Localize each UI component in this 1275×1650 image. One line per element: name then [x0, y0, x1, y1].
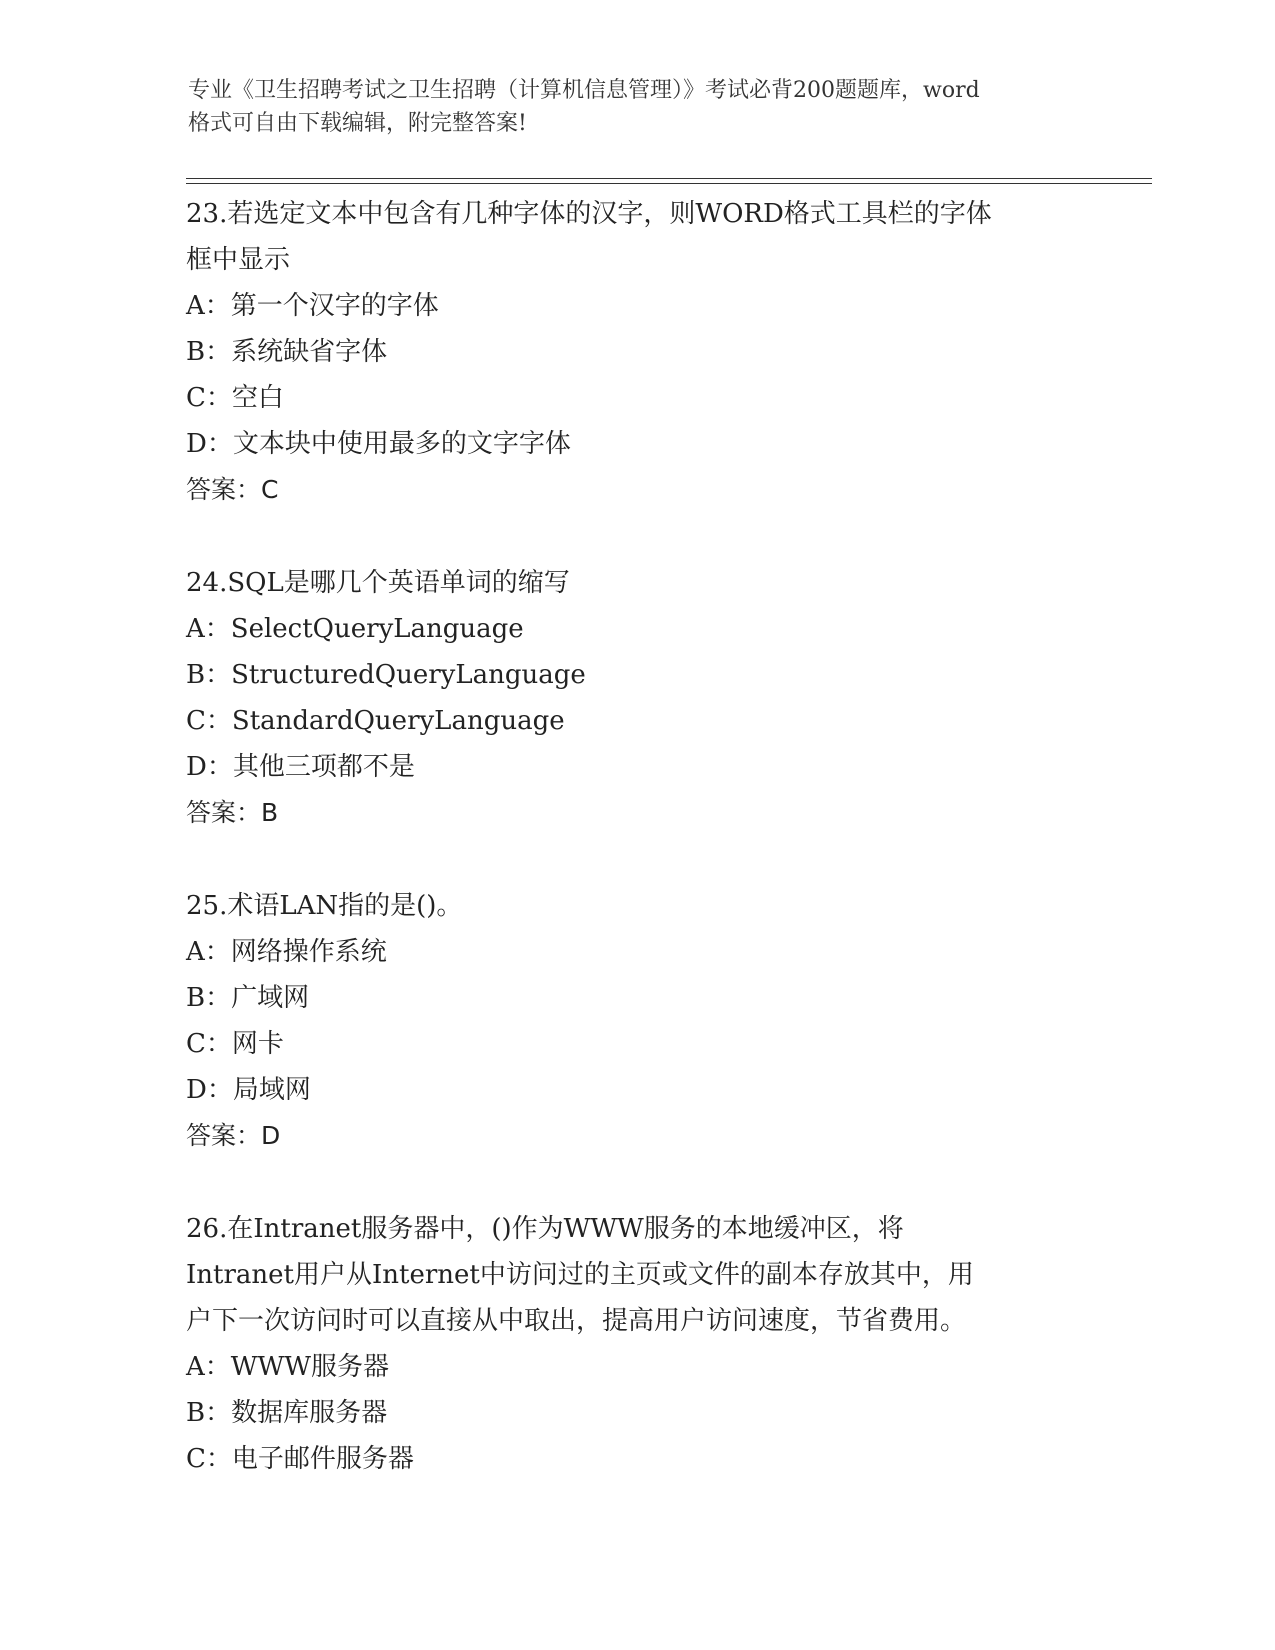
option-b: B：数据库服务器	[186, 1398, 388, 1428]
option-a: A：WWW服务器	[186, 1352, 389, 1382]
question-stem	[186, 560, 1086, 606]
option-d: D：文本块中使用最多的文字字体	[186, 429, 571, 459]
question-stem-line: 框中显示	[186, 245, 291, 275]
question-list	[186, 191, 1086, 1529]
option-a: A：网络操作系统	[186, 937, 387, 967]
option-a: A：第一个汉字的字体	[186, 291, 439, 321]
option-d: D：其他三项都不是	[186, 752, 415, 782]
question-25	[186, 883, 1086, 1159]
option-b: B：广域网	[186, 983, 310, 1013]
header-divider-bottom	[186, 183, 1152, 184]
question-stem-line: 24.SQL是哪几个英语单词的缩写	[186, 568, 570, 598]
question-23	[186, 191, 1086, 513]
header-line-1: 专业《卫生招聘考试之卫生招聘（计算机信息管理）》考试必背200题题库，word	[188, 78, 980, 103]
option-b: B：系统缺省字体	[186, 337, 388, 367]
option-c: C：空白	[186, 383, 284, 413]
option-b: B：StructuredQueryLanguage	[186, 660, 586, 690]
option-c: C：电子邮件服务器	[186, 1444, 414, 1474]
answer: 答案：B	[186, 798, 279, 827]
option-d: D：局域网	[186, 1075, 311, 1105]
question-stem-line: 26.在Intranet服务器中，()作为WWW服务的本地缓冲区，将	[186, 1214, 904, 1244]
question-24	[186, 560, 1086, 836]
document-header	[188, 74, 1088, 140]
question-stem	[186, 883, 1086, 929]
question-26	[186, 1206, 1086, 1482]
answer: 答案：C	[186, 475, 279, 504]
option-a: A：SelectQueryLanguage	[186, 614, 524, 644]
question-stem	[186, 191, 1086, 283]
question-stem-line: 25.术语LAN指的是()。	[186, 891, 463, 921]
option-c: C：StandardQueryLanguage	[186, 706, 565, 736]
header-line-2: 格式可自由下载编辑，附完整答案!	[188, 111, 527, 136]
question-stem-line: 23.若选定文本中包含有几种字体的汉字，则WORD格式工具栏的字体	[186, 199, 992, 229]
question-stem-line: 户下一次访问时可以直接从中取出，提高用户访问速度，节省费用。	[186, 1306, 967, 1336]
question-stem-line: Intranet用户从Internet中访问过的主页或文件的副本存放其中，用	[186, 1260, 974, 1290]
header-divider-top	[186, 178, 1152, 179]
answer: 答案：D	[186, 1121, 281, 1150]
question-stem	[186, 1206, 1086, 1344]
option-c: C：网卡	[186, 1029, 284, 1059]
